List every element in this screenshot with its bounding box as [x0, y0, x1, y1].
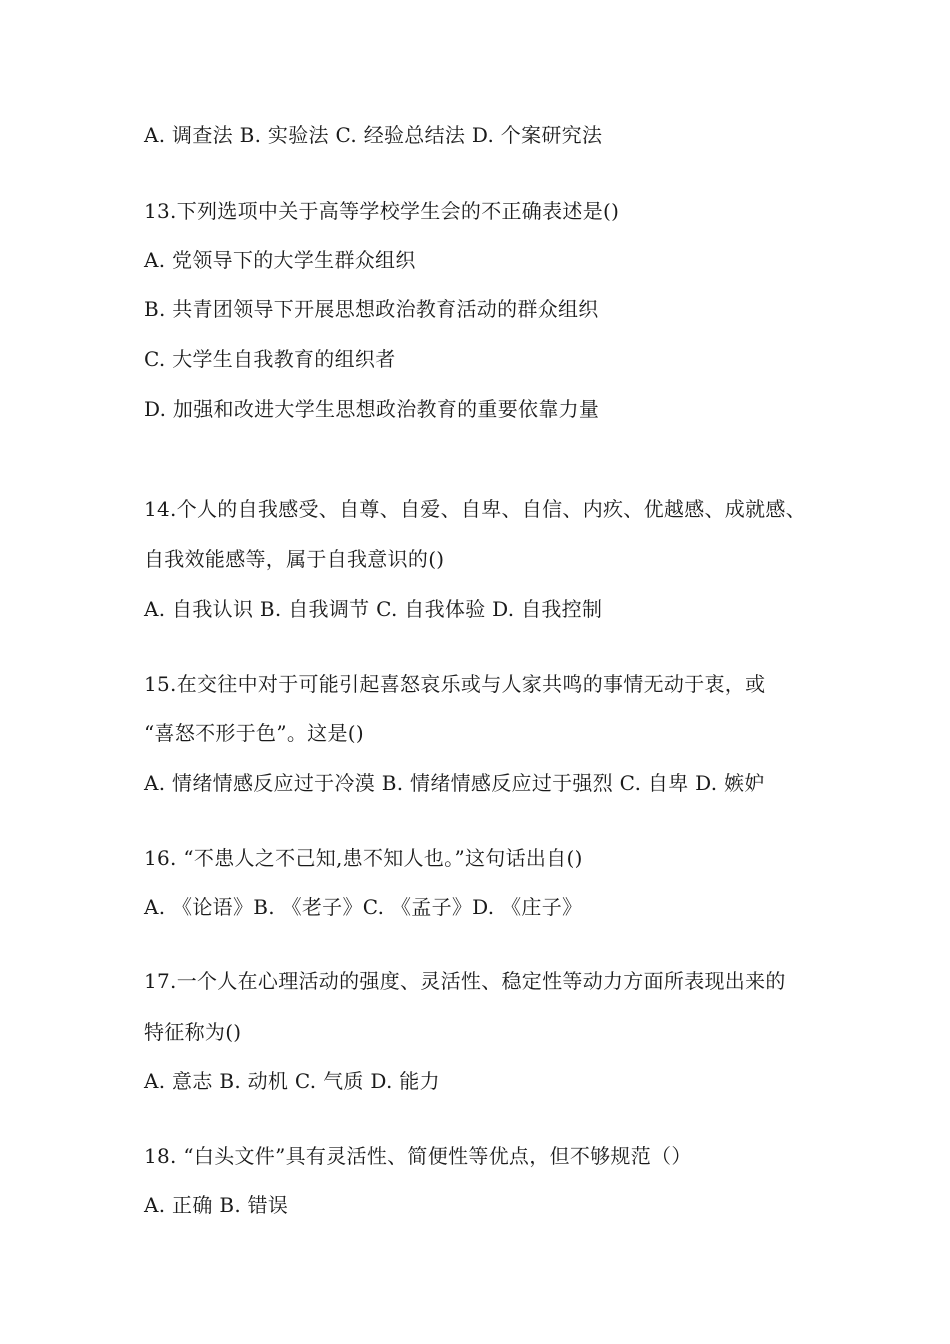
q15-options: A. 情绪情感反应过于冷漠 B. 情绪情感反应过于强烈 C. 自卑 D. 嫉妒: [144, 771, 765, 795]
q13-option-b: B. 共青团领导下开展思想政治教育活动的群众组织: [144, 297, 599, 321]
q14-question-line1: 14.个人的自我感受、自尊、自爱、自卑、自信、内疚、优越感、成就感、: [144, 497, 807, 521]
q15-question-line1: 15.在交往中对于可能引起喜怒哀乐或与人家共鸣的事情无动于衷，或: [144, 672, 766, 696]
q13-option-c: C. 大学生自我教育的组织者: [144, 347, 396, 371]
q17-options: A. 意志 B. 动机 C. 气质 D. 能力: [144, 1069, 440, 1093]
q13-option-d: D. 加强和改进大学生思想政治教育的重要依靠力量: [144, 397, 600, 421]
q17-question-line2: 特征称为(): [144, 1020, 242, 1044]
q16-question: 16. “不患人之不己知,患不知人也。”这句话出自(): [144, 846, 583, 870]
q15-question-line2: “喜怒不形于色”。这是(): [144, 721, 364, 745]
q16-options: A. 《论语》B. 《老子》C. 《孟子》D. 《庄子》: [144, 895, 583, 919]
q13-question: 13.下列选项中关于高等学校学生会的不正确表述是(): [144, 199, 620, 223]
q13-option-a: A. 党领导下的大学生群众组织: [144, 248, 416, 272]
q18-options: A. 正确 B. 错误: [144, 1193, 289, 1217]
q14-options: A. 自我认识 B. 自我调节 C. 自我体验 D. 自我控制: [144, 597, 603, 621]
q18-question: 18. “白头文件”具有灵活性、简便性等优点，但不够规范（）: [144, 1144, 692, 1168]
q14-question-line2: 自我效能感等，属于自我意识的(): [144, 547, 445, 571]
q17-question-line1: 17.一个人在心理活动的强度、灵活性、稳定性等动力方面所表现出来的: [144, 969, 786, 993]
q12-options: A. 调查法 B. 实验法 C. 经验总结法 D. 个案研究法: [144, 123, 603, 147]
